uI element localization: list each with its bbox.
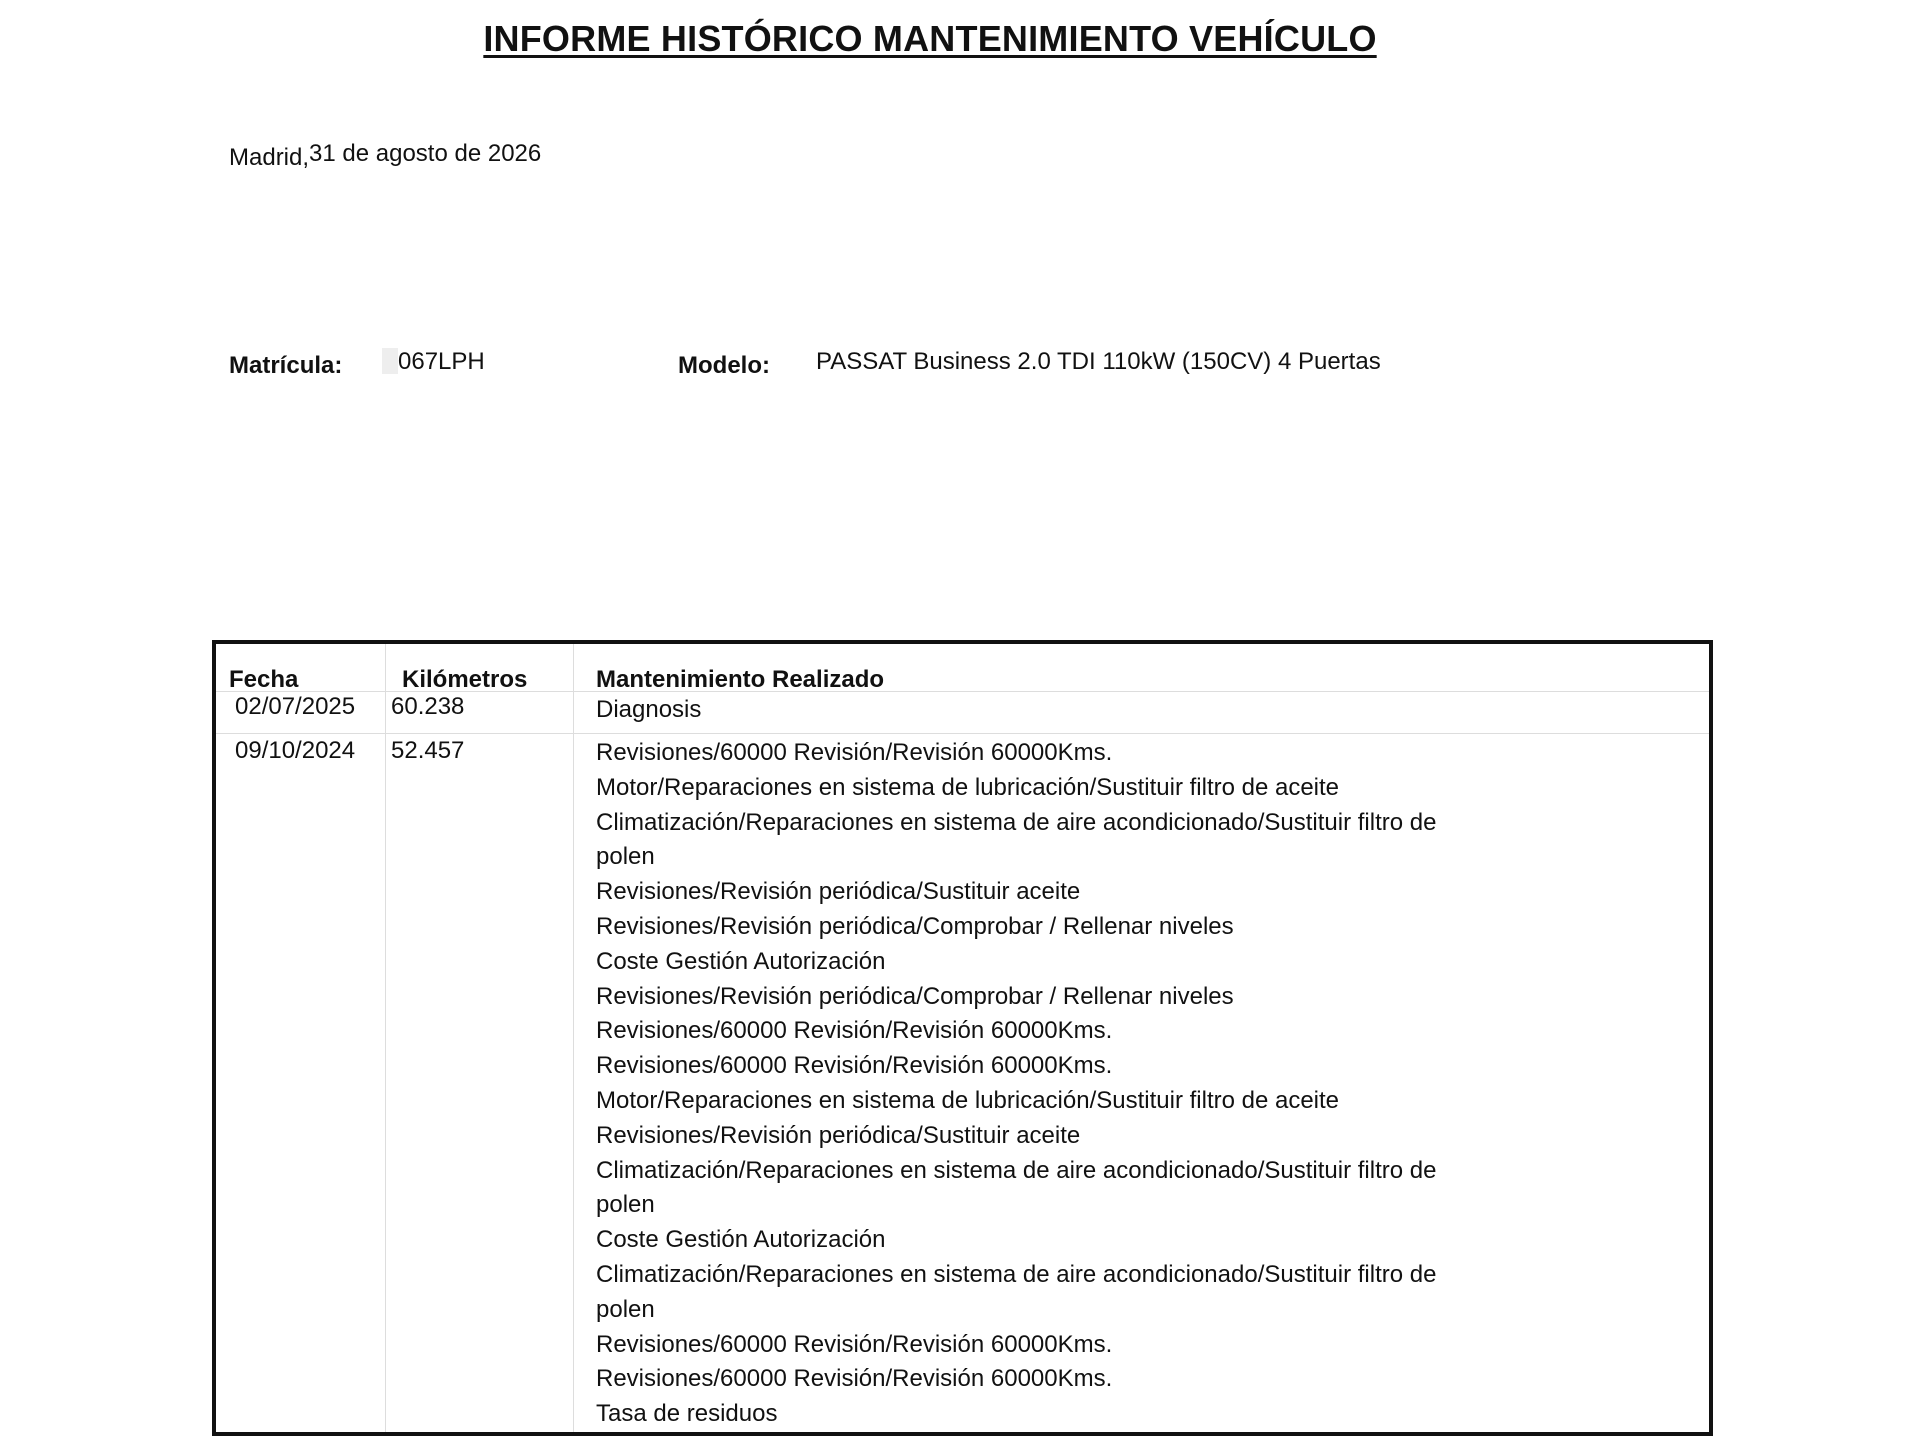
header-date: Fecha	[229, 666, 299, 693]
maintenance-item: Revisiones/Revisión periódica/Comprobar / Rellenar niveles	[596, 912, 1234, 940]
maintenance-item: Motor/Reparaciones en sistema de lubricación/Sustituir filtro de aceite	[596, 773, 1340, 801]
maintenance-item: polen	[596, 1191, 655, 1219]
row-2-km: 52.457	[391, 737, 465, 764]
report-date: 31 de agosto de 2026	[309, 140, 542, 167]
header-km: Kilómetros	[402, 666, 528, 693]
maintenance-item: polen	[596, 843, 655, 871]
model-value: PASSAT Business 2.0 TDI 110kW (150CV) 4 Puertas	[816, 348, 1381, 375]
plate-label: Matrícula:	[229, 352, 343, 379]
maintenance-item: Revisiones/60000 Revisión/Revisión 60000Kms.	[596, 1365, 1113, 1393]
maintenance-item: Climatización/Reparaciones en sistema de aire acondicionado/Sustituir filtro de	[596, 1260, 1437, 1288]
column-divider-km	[573, 644, 574, 1432]
maintenance-item: Tasa de residuos	[596, 1400, 778, 1428]
maintenance-item: Motor/Reparaciones en sistema de lubricación/Sustituir filtro de aceite	[596, 1086, 1340, 1114]
plate-value: 067LPH	[398, 348, 485, 375]
maintenance-item: Coste Gestión Autorización	[596, 1226, 886, 1254]
maintenance-item: Diagnosis	[596, 696, 702, 723]
header-maintenance: Mantenimiento Realizado	[596, 666, 885, 693]
report-title: INFORME HISTÓRICO MANTENIMIENTO VEHÍCULO	[483, 18, 1377, 59]
maintenance-item: Revisiones/Revisión periódica/Sustituir aceite	[596, 878, 1081, 906]
maintenance-item: Revisiones/Revisión periódica/Comprobar / Rellenar niveles	[596, 982, 1234, 1010]
maintenance-table	[212, 640, 1713, 1436]
plate-redaction-mask	[382, 348, 398, 374]
maintenance-item: Revisiones/60000 Revisión/Revisión 60000Kms.	[596, 1017, 1113, 1045]
maintenance-item: Climatización/Reparaciones en sistema de aire acondicionado/Sustituir filtro de	[596, 1156, 1437, 1184]
maintenance-item: Revisiones/Revisión periódica/Sustituir aceite	[596, 1121, 1081, 1149]
row-divider	[216, 733, 1709, 734]
column-divider-date	[385, 644, 386, 1432]
maintenance-item: Revisiones/60000 Revisión/Revisión 60000Kms.	[596, 1052, 1113, 1080]
row-2-maintenance-list	[596, 736, 1556, 1432]
maintenance-item: polen	[596, 1295, 655, 1323]
maintenance-item: Revisiones/60000 Revisión/Revisión 60000Kms.	[596, 739, 1113, 766]
row-1-date: 02/07/2025	[235, 693, 356, 720]
place-date-line	[229, 140, 542, 171]
row-2-date: 09/10/2024	[235, 737, 356, 764]
row-1-maintenance-list	[596, 693, 1556, 728]
maintenance-item: Coste Gestión Autorización	[596, 947, 886, 975]
maintenance-item: Climatización/Reparaciones en sistema de aire acondicionado/Sustituir filtro de	[596, 808, 1437, 836]
report-city: Madrid,	[229, 144, 310, 171]
maintenance-item: Revisiones/60000 Revisión/Revisión 60000Kms.	[596, 1330, 1113, 1358]
row-1-km: 60.238	[391, 693, 465, 720]
model-label: Modelo:	[678, 352, 770, 379]
